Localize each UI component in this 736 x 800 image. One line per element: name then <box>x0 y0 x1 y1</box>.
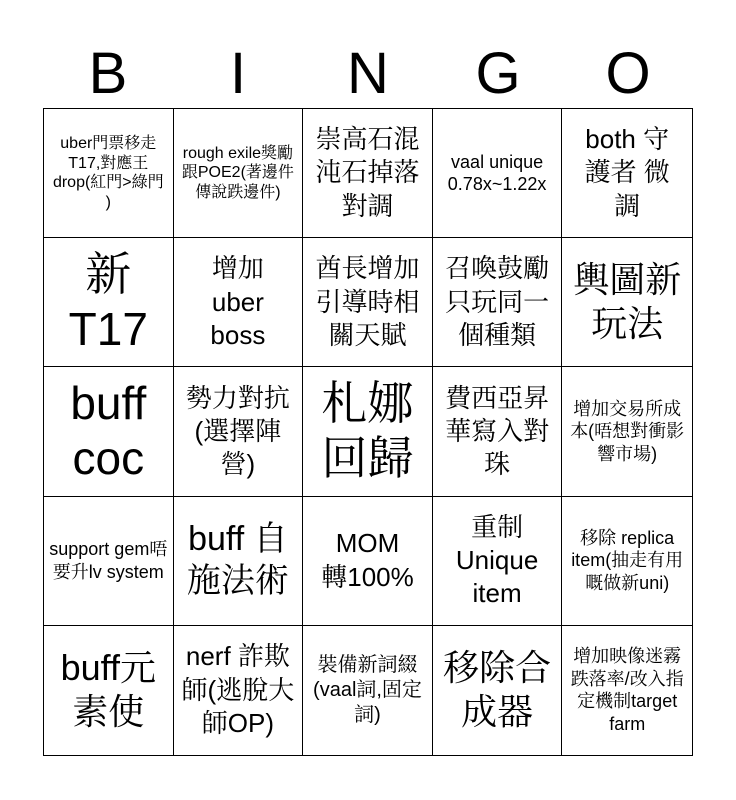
bingo-cell-r2c5[interactable]: 輿圖新玩法 <box>562 238 692 367</box>
bingo-cell-r2c3[interactable]: 酋長增加引導時相關天賦 <box>303 238 433 367</box>
bingo-cell-r2c4[interactable]: 召喚鼓勵只玩同一個種類 <box>433 238 563 367</box>
bingo-letter-i: I <box>229 41 247 106</box>
bingo-cell-r1c3[interactable]: 崇高石混沌石掉落對調 <box>303 109 433 238</box>
bingo-cell-r5c4[interactable]: 移除合成器 <box>433 626 563 755</box>
bingo-cell-r5c2[interactable]: nerf 詐欺師(逃脫大師OP) <box>174 626 304 755</box>
bingo-cell-r1c2[interactable]: rough exile獎勵跟POE2(著邊件傳說跌邊件) <box>174 109 304 238</box>
bingo-cell-r3c5[interactable]: 增加交易所成本(唔想對衝影響市場) <box>562 367 692 496</box>
bingo-cell-r4c1[interactable]: support gem唔要升lv system <box>44 497 174 626</box>
bingo-header <box>43 40 693 108</box>
bingo-cell-r1c4[interactable]: vaal unique 0.78x~1.22x <box>433 109 563 238</box>
bingo-cell-r5c1[interactable]: buff元素使 <box>44 626 174 755</box>
bingo-cell-r2c2[interactable]: 增加 uber boss <box>174 238 304 367</box>
bingo-cell-r2c1[interactable]: 新 T17 <box>44 238 174 367</box>
bingo-board <box>43 108 693 756</box>
bingo-cell-r4c4[interactable]: 重制 Unique item <box>433 497 563 626</box>
bingo-letter-b: B <box>88 41 128 106</box>
bingo-cell-r1c1[interactable]: uber門票移走T17,對應王drop(紅門>綠門 ) <box>44 109 174 238</box>
bingo-letter-g: G <box>475 41 521 106</box>
bingo-cell-r4c5[interactable]: 移除 replica item(抽走有用嘅做新uni) <box>562 497 692 626</box>
bingo-cell-r4c2[interactable]: buff 自施法術 <box>174 497 304 626</box>
bingo-cell-r3c3[interactable]: 札娜回歸 <box>303 367 433 496</box>
bingo-letter-o: O <box>605 41 651 106</box>
bingo-cell-r5c3[interactable]: 裝備新詞綴(vaal詞,固定詞) <box>303 626 433 755</box>
bingo-cell-r3c1[interactable]: buff coc <box>44 367 174 496</box>
bingo-cell-r3c4[interactable]: 費西亞昇華寫入對珠 <box>433 367 563 496</box>
bingo-letter-n: N <box>347 41 389 106</box>
bingo-cell-r5c5[interactable]: 增加映像迷霧跌落率/改入指定機制target farm <box>570 646 684 734</box>
bingo-cell-r1c5[interactable]: both 守護者 微調 <box>562 109 692 238</box>
bingo-cell-r3c2[interactable]: 勢力對抗(選擇陣營) <box>174 367 304 496</box>
bingo-cell-r4c3[interactable]: MOM 轉100% <box>303 497 433 626</box>
